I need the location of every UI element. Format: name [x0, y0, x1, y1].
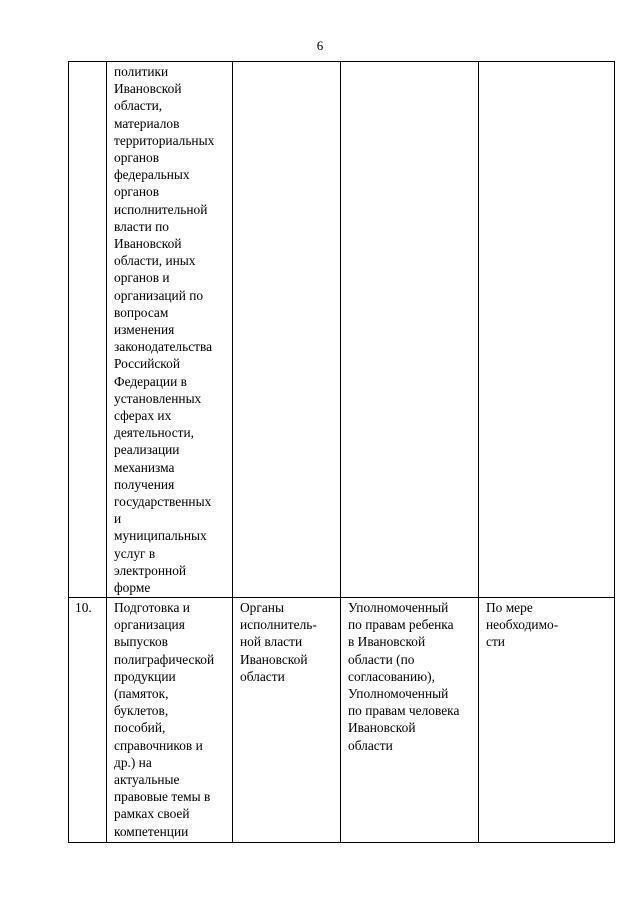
cell-line: Подготовка и [114, 600, 190, 615]
cell-line: полиграфической [114, 651, 215, 667]
cell-line: Уполномоченный [348, 686, 449, 702]
cell-line: выпусков [114, 634, 168, 650]
cell-line: законодательства [114, 339, 213, 355]
cell-line: По мере [486, 600, 533, 615]
cell-line: электронной [114, 562, 187, 578]
activity-cell [107, 62, 233, 598]
cell-line: др.) на [114, 754, 152, 770]
cell-line: необходимо- [486, 617, 559, 633]
cell-line: Ивановской [114, 81, 182, 97]
cell-line: справочников и [114, 737, 203, 753]
activity-text [114, 599, 229, 840]
cell-line: реализации [114, 442, 180, 458]
table-row [69, 62, 615, 598]
participants-cell [341, 598, 479, 843]
cell-line: механизма [114, 459, 175, 475]
activity-cell [107, 598, 233, 843]
cell-line: и [114, 511, 122, 527]
cell-line: области [348, 737, 393, 753]
cell-line: компетенции [114, 823, 189, 839]
cell-line: (памяток, [114, 686, 169, 702]
cell-line: деятельности, [114, 425, 195, 441]
cell-line: Федерации в [114, 373, 187, 389]
participants-cell [341, 62, 479, 598]
cell-line: Российской [114, 356, 180, 372]
cell-line: изменения [114, 322, 175, 338]
cell-line: Органы [240, 600, 284, 615]
cell-line: области, [114, 98, 163, 114]
cell-line: организация [114, 617, 185, 633]
cell-line: буклетов, [114, 703, 169, 719]
cell-line: области (по [348, 651, 415, 667]
participants-text [348, 599, 475, 754]
cell-line: территориальных [114, 132, 215, 148]
cell-line: в Ивановской [348, 634, 426, 650]
cell-line: государственных [114, 494, 212, 510]
cell-line: области, иных [114, 253, 196, 269]
responsible-cell [233, 598, 341, 843]
cell-line: политики [114, 64, 169, 79]
cell-line: по правам ребенка [348, 617, 454, 633]
page-number: 6 [316, 38, 324, 53]
deadline-text [486, 599, 611, 651]
cell-line: правовые темы в [114, 789, 211, 805]
cell-line: материалов [114, 115, 180, 131]
row-number-cell [69, 598, 107, 843]
cell-line: федеральных [114, 167, 190, 183]
cell-line: услуг в [114, 545, 156, 561]
cell-line: продукции [114, 668, 176, 684]
deadline-cell [479, 598, 615, 843]
cell-line: Ивановской [240, 651, 308, 667]
cell-line: власти по [114, 218, 169, 234]
cell-line: по правам человека [348, 703, 460, 719]
cell-line: пособий, [114, 720, 166, 736]
cell-line: Уполномоченный [348, 600, 449, 615]
table-row [69, 598, 615, 843]
cell-line: сти [486, 634, 505, 650]
cell-line: установленных [114, 390, 202, 406]
cell-line: организаций по [114, 287, 204, 303]
plan-table [68, 61, 615, 843]
row-number-cell [69, 62, 107, 598]
cell-line: вопросам [114, 304, 169, 320]
cell-line: органов [114, 184, 160, 200]
cell-line: Ивановской [348, 720, 416, 736]
cell-line: области [240, 668, 285, 684]
responsible-cell [233, 62, 341, 598]
cell-line: органов и [114, 270, 170, 286]
cell-line: форме [114, 580, 151, 596]
row-number: 10. [75, 600, 92, 615]
cell-line: актуальные [114, 772, 180, 788]
cell-line: получения [114, 476, 175, 492]
responsible-text [240, 599, 337, 685]
cell-line: сферах их [114, 408, 172, 424]
cell-line: Ивановской [114, 236, 182, 252]
cell-line: согласованию), [348, 668, 435, 684]
cell-line: исполнитель- [240, 617, 317, 633]
cell-line: муниципальных [114, 528, 207, 544]
deadline-cell [479, 62, 615, 598]
cell-line: ной власти [240, 634, 303, 650]
cell-line: исполнительной [114, 201, 208, 217]
activity-text [114, 63, 229, 596]
cell-line: органов [114, 150, 160, 166]
cell-line: рамках своей [114, 806, 190, 822]
